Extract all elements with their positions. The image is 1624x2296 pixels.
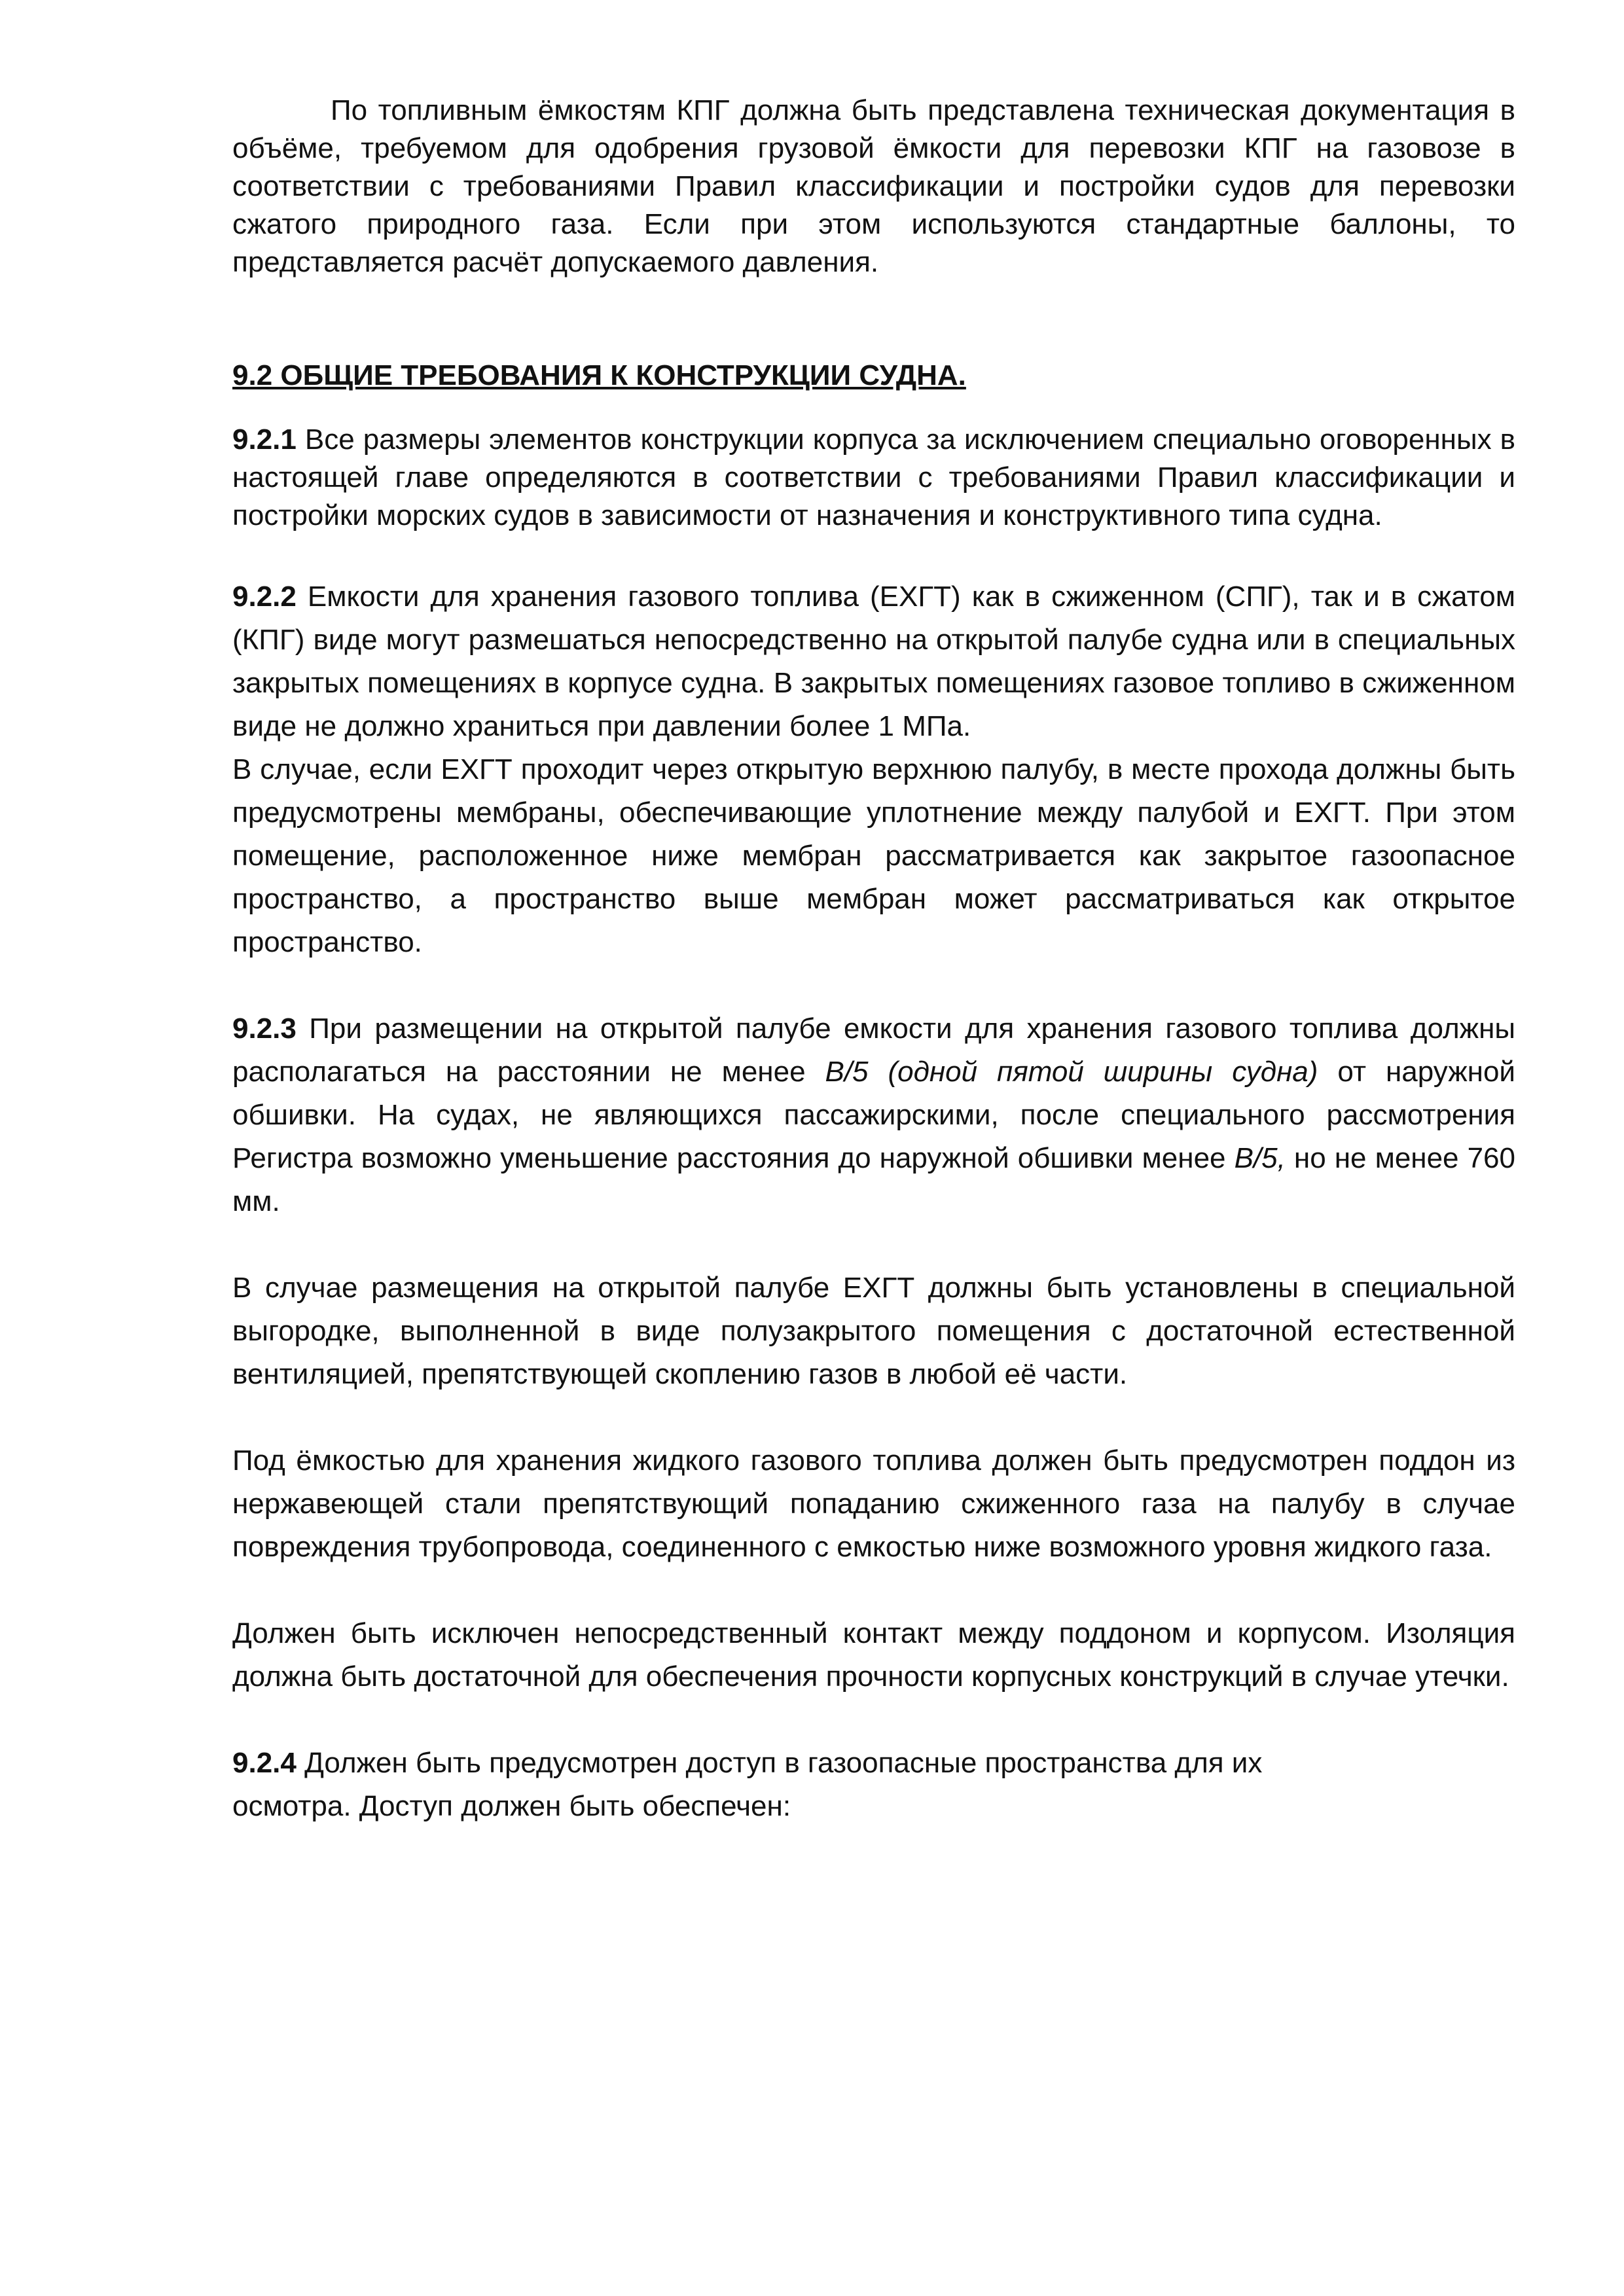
paragraph-text: но не менее 760 мм. xyxy=(232,1142,1515,1217)
spacer xyxy=(232,964,1515,1007)
italic-term: В/5 (одной пятой ширины судна) xyxy=(825,1056,1318,1088)
document-page xyxy=(232,92,1515,2186)
paragraph-text: от наружной обшивки. На судах, не являющихся пассажирскими, после специального рассмотрения Регистра возможно уменьшение расстояния до наружной обшивки менее xyxy=(232,1056,1515,1174)
intro-paragraph: По топливным ёмкостям КПГ должна быть представлена техническая документация в объёме, требуемом для одобрения грузовой ёмкости для перевозки КПГ на газовозе в соответствии с требованиями Правил классификации и постройки судов для перевозки сжатого природного газа. Если при этом используются стандартные баллоны, то представляется расчёт допускаемого давления. xyxy=(232,94,1515,278)
paragraph-9-2-4 xyxy=(232,1742,1515,1828)
spacer xyxy=(232,535,1515,575)
paragraph-9-2-1 xyxy=(232,421,1515,535)
spacer xyxy=(232,281,1515,357)
paragraph-enclosure: В случае размещения на открытой палубе ЕХГТ должны быть установлены в специальной выгородке, выполненной в виде полузакрытого помещения с достаточной естественной вентиляцией, препятствующей скоплению газов в любой её части. xyxy=(232,1272,1515,1390)
clause-number: 9.2.4 xyxy=(232,1747,297,1779)
clause-number: 9.2.1 xyxy=(232,423,297,456)
italic-term: В/5, xyxy=(1234,1142,1286,1174)
spacer xyxy=(232,1223,1515,1266)
paragraph-text: При размещении на открытой палубе емкости для хранения газового топлива должны располагаться на расстоянии не менее xyxy=(232,1013,1515,1088)
spacer xyxy=(232,1569,1515,1612)
paragraph-text: осмотра. Доступ должен быть обеспечен: xyxy=(232,1790,791,1822)
paragraph-text: Все размеры элементов конструкции корпуса за исключением специально оговоренных в настоящей главе определяются в соответствии с требованиями Правил классификации и постройки морских судов в зависимости от назначения и конструктивного типа судна. xyxy=(232,423,1515,531)
paragraph-9-2-2-continued: В случае, если ЕХГТ проходит через открытую верхнюю палубу, в месте прохода должны быть предусмотрены мембраны, обеспечивающие уплотнение между палубой и ЕХГТ. При этом помещение, расположенное ниже мембран рассматривается как закрытое газоопасное пространство, а пространство выше мембран может рассматриваться как открытое пространство. xyxy=(232,753,1515,958)
paragraph-hull-contact: Должен быть исключен непосредственный контакт между поддоном и корпусом. Изоляция должна быть достаточной для обеспечения прочности корпусных конструкций в случае утечки. xyxy=(232,1617,1515,1693)
paragraph-9-2-2 xyxy=(232,575,1515,748)
spacer xyxy=(232,1698,1515,1742)
paragraph-9-2-3 xyxy=(232,1007,1515,1223)
paragraph-drip-tray: Под ёмкостью для хранения жидкого газового топлива должен быть предусмотрен поддон из нержавеющей стали препятствующий попаданию сжиженного газа на палубу в случае повреждения трубопровода, соединенного с емкостью ниже возможного уровня жидкого газа. xyxy=(232,1444,1515,1563)
paragraph-text: Емкости для хранения газового топлива (ЕХГТ) как в сжиженном (СПГ), так и в сжатом (КПГ) виде могут размешаться непосредственно на открытой палубе судна или в специальных закрытых помещениях в корпусе судна. В закрытых помещениях газовое топливо в сжиженном виде не должно храниться при давлении более 1 МПа. xyxy=(232,581,1515,742)
paragraph-text: Должен быть предусмотрен доступ в газоопасные пространства для их xyxy=(296,1747,1263,1779)
section-heading: 9.2 ОБЩИЕ ТРЕБОВАНИЯ К КОНСТРУКЦИИ СУДНА. xyxy=(232,359,966,391)
spacer xyxy=(232,395,1515,421)
spacer xyxy=(232,1396,1515,1439)
clause-number: 9.2.2 xyxy=(232,581,297,613)
clause-number: 9.2.3 xyxy=(232,1013,297,1045)
